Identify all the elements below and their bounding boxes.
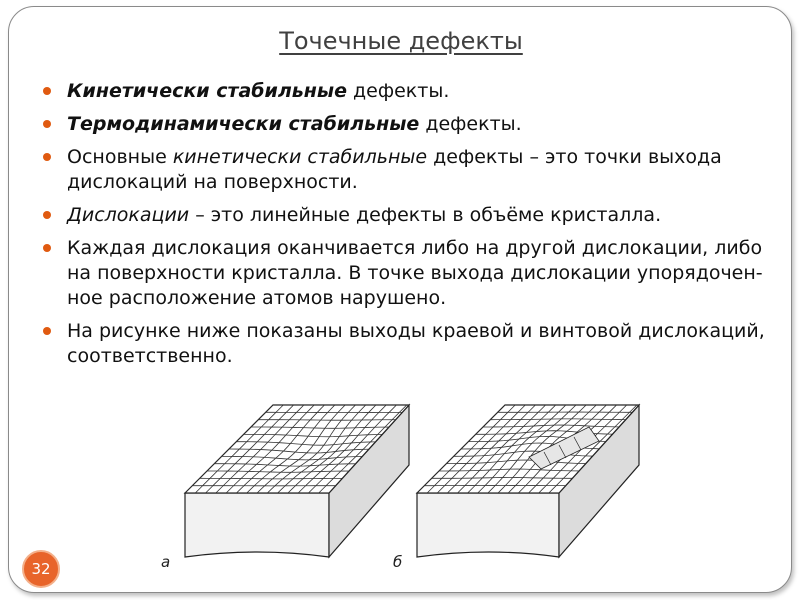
figure-label-a: а <box>161 553 171 571</box>
bullet-text: дефекты. <box>347 80 450 102</box>
bullet-dot-icon <box>43 87 51 95</box>
bullet-italic: Дислокации <box>67 204 190 226</box>
bullet-text: На рисунке ниже показаны выходы краевой и винтовой дислокаций, соответственно. <box>67 320 765 367</box>
bullet-emphasis: Кинетически стабильные <box>67 80 347 102</box>
figure-label-b: б <box>393 553 403 571</box>
bullet-dot-icon <box>43 211 51 219</box>
bullet-emphasis: Термодинамически стабильные <box>67 113 420 135</box>
bullet-text: Каждая дислокация оканчивается либо на другой дислокации, либо на поверхности кристалла. В точке выхода дислокации упорядочен-ное расположение атомов нарушено. <box>67 237 763 309</box>
bullet-text: дефекты. <box>419 113 522 135</box>
bullet-dot-icon <box>43 153 51 161</box>
slide-frame <box>8 6 792 593</box>
slide-number-badge: 32 <box>22 550 60 588</box>
bullet-dot-icon <box>43 244 51 252</box>
bullet-text: – это линейные дефекты в объёме кристалла. <box>189 204 662 226</box>
bullet-item-1 <box>41 79 781 104</box>
screw-dislocation-block <box>417 405 647 557</box>
bullet-item-4 <box>41 203 781 228</box>
bullet-dot-icon <box>43 120 51 128</box>
edge-dislocation-block <box>185 405 417 557</box>
bullet-text: дефекты – это точки выхода дислокаций на поверхности. <box>67 146 722 193</box>
bullet-list <box>41 79 781 397</box>
bullet-dot-icon <box>43 327 51 335</box>
bullet-italic: кинетически стабильные <box>172 146 428 168</box>
bullet-item-6 <box>41 319 781 369</box>
bullet-item-5 <box>41 236 781 311</box>
bullet-item-3 <box>41 145 781 195</box>
dislocation-figure <box>161 397 649 587</box>
slide-title: Точечные дефекты <box>279 27 523 55</box>
bullet-item-2 <box>41 112 781 137</box>
bullet-text: Основные <box>67 146 173 168</box>
